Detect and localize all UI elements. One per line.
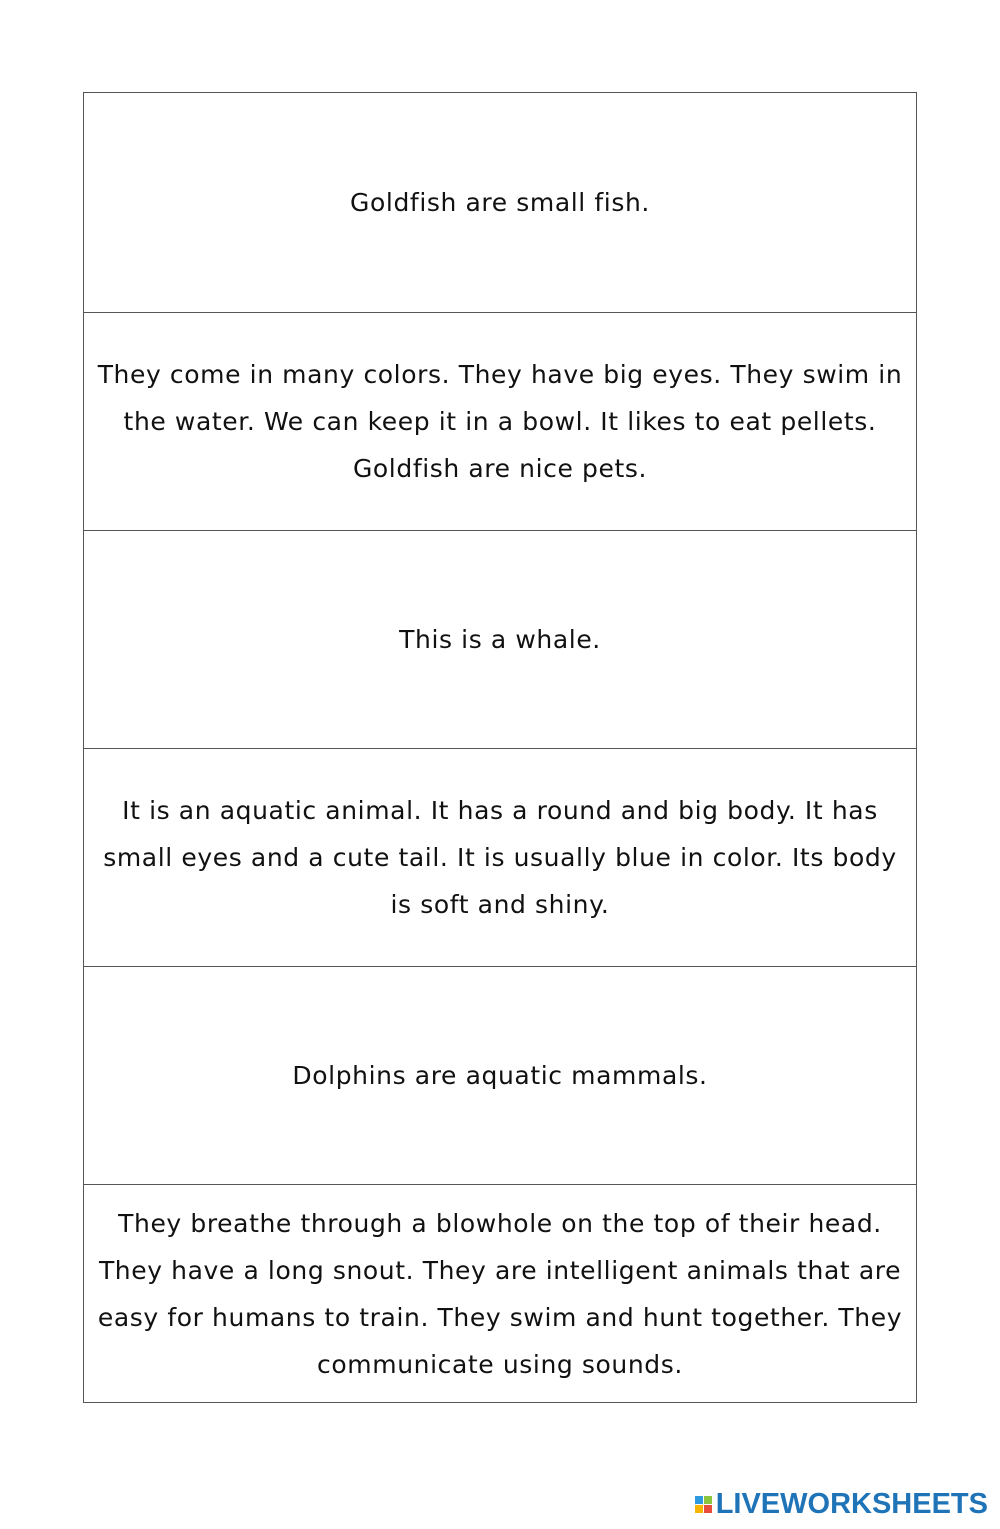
table-cell bbox=[84, 530, 916, 748]
logo-square bbox=[704, 1505, 712, 1513]
cell-text: Goldfish are small fish. bbox=[350, 188, 650, 217]
logo-square bbox=[695, 1496, 703, 1504]
text-table bbox=[83, 92, 917, 1403]
table-cell bbox=[84, 748, 916, 966]
cell-text: They come in many colors. They have big eyes. They swim in the water. We can keep it in a bowl. It likes to eat pellets. Goldfish are nice pets. bbox=[97, 360, 903, 483]
logo-square bbox=[695, 1505, 703, 1513]
table-cell bbox=[84, 966, 916, 1184]
logo-text: LIVEWORKSHEETS bbox=[715, 1487, 988, 1520]
cell-text: Dolphins are aquatic mammals. bbox=[292, 1061, 708, 1090]
table-cell bbox=[84, 1184, 916, 1402]
cell-text: This is a whale. bbox=[399, 625, 601, 654]
logo-mark-icon bbox=[695, 1496, 712, 1513]
table-cell bbox=[84, 93, 916, 312]
liveworksheets-logo bbox=[695, 1487, 988, 1521]
cell-text: They breathe through a blowhole on the top of their head. They have a long snout. They are intelligent animals that are easy for humans to train. They swim and hunt together. They communicate using sounds. bbox=[97, 1208, 903, 1379]
table-cell bbox=[84, 312, 916, 530]
logo-square bbox=[704, 1496, 712, 1504]
cell-text: It is an aquatic animal. It has a round and big body. It has small eyes and a cute tail. It is usually blue in color. Its body is soft and shiny. bbox=[103, 796, 897, 919]
